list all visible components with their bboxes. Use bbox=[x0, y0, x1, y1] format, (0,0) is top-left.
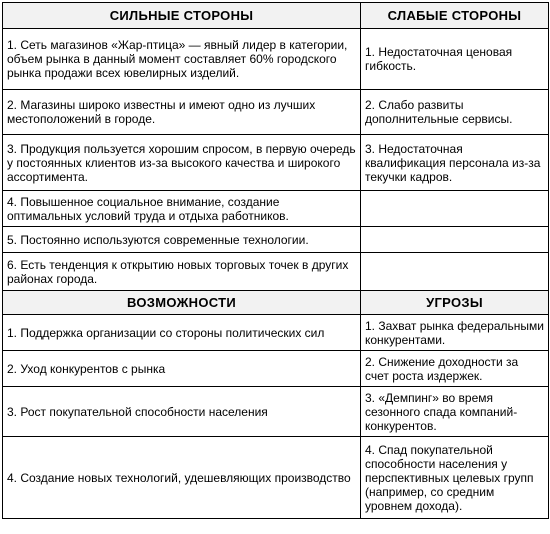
strength-cell: 2. Магазины широко известны и имеют одно из лучших местоположений в городе. bbox=[3, 90, 361, 135]
table-row bbox=[3, 315, 549, 351]
threat-cell: 2. Снижение доходности за счет роста издержек. bbox=[361, 351, 549, 387]
weakness-cell bbox=[361, 253, 549, 291]
table-row bbox=[3, 191, 549, 227]
opportunity-cell: 2. Уход конкурентов с рынка bbox=[3, 351, 361, 387]
opportunities-header: ВОЗМОЖНОСТИ bbox=[3, 291, 361, 315]
weakness-cell bbox=[361, 227, 549, 253]
threat-cell: 1. Захват рынка федеральными конкурентами. bbox=[361, 315, 549, 351]
weaknesses-header: СЛАБЫЕ СТОРОНЫ bbox=[361, 3, 549, 29]
table-header-row bbox=[3, 291, 549, 315]
strength-cell: 6. Есть тенденция к открытию новых торговых точек в других районах города. bbox=[3, 253, 361, 291]
table-row bbox=[3, 90, 549, 135]
threat-cell: 4. Спад покупательной способности населения у перспективных целевых групп (например, со средним уровнем дохода). bbox=[361, 437, 549, 519]
strengths-header: СИЛЬНЫЕ СТОРОНЫ bbox=[3, 3, 361, 29]
weakness-cell bbox=[361, 191, 549, 227]
table-row bbox=[3, 351, 549, 387]
opportunity-cell: 1. Поддержка организации со стороны политических сил bbox=[3, 315, 361, 351]
weakness-cell: 3. Недостаточная квалификация персонала из-за текучки кадров. bbox=[361, 135, 549, 191]
table-row bbox=[3, 227, 549, 253]
table-row bbox=[3, 387, 549, 437]
strength-cell: 1. Сеть магазинов «Жар-птица» — явный лидер в категории, объем рынка в данный момент составляет 60% городского рынка продажи всех ювелирных изделий. bbox=[3, 29, 361, 90]
weakness-cell: 2. Слабо развиты дополнительные сервисы. bbox=[361, 90, 549, 135]
opportunity-cell: 4. Создание новых технологий, удешевляющих производство bbox=[3, 437, 361, 519]
strength-cell: 5. Постоянно используются современные технологии. bbox=[3, 227, 361, 253]
weakness-cell: 1. Недостаточная ценовая гибкость. bbox=[361, 29, 549, 90]
opportunity-cell: 3. Рост покупательной способности населения bbox=[3, 387, 361, 437]
table-row bbox=[3, 253, 549, 291]
threats-header: УГРОЗЫ bbox=[361, 291, 549, 315]
table-row bbox=[3, 437, 549, 519]
threat-cell: 3. «Демпинг» во время сезонного спада компаний-конкурентов. bbox=[361, 387, 549, 437]
table-header-row bbox=[3, 3, 549, 29]
table-row bbox=[3, 135, 549, 191]
table-row bbox=[3, 29, 549, 90]
strength-cell: 3. Продукция пользуется хорошим спросом, в первую очередь у постоянных клиентов из-за высокого качества и широкого ассортимента. bbox=[3, 135, 361, 191]
swot-table bbox=[2, 2, 549, 519]
strength-cell: 4. Повышенное социальное внимание, создание оптимальных условий труда и отдыха работников. bbox=[3, 191, 361, 227]
